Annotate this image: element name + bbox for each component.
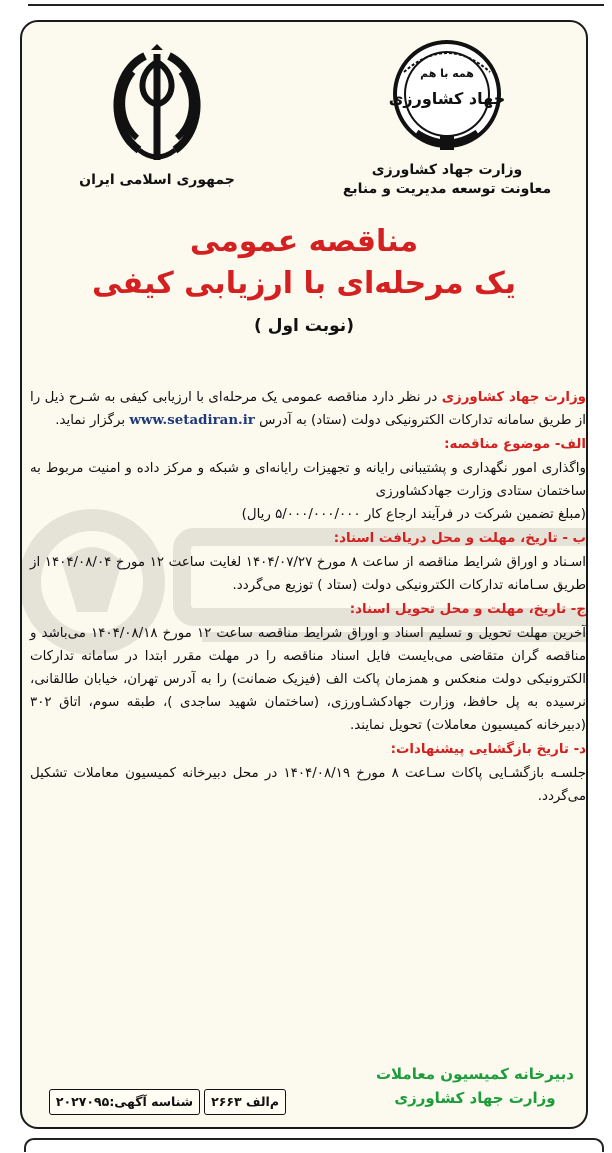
notice-body [30, 386, 586, 808]
title-line-2: یک مرحله‌ای با ارزیابی کیفی [92, 266, 516, 301]
signature-line-1: دبیرخانه کمیسیون معاملات [375, 1065, 574, 1083]
title-line-1: مناقصه عمومی [189, 224, 419, 259]
intro-paragraph [30, 386, 586, 432]
receive-heading: ب - تاریخ، مهلت و محل دریافت اسناد: [333, 531, 586, 546]
bottom-border [24, 1138, 604, 1152]
ministry-block [322, 32, 572, 199]
top-border-line [28, 4, 604, 6]
opening-heading: د- تاریخ بازگشایی پیشنهادات: [390, 742, 586, 757]
receive-text: اسـناد و اوراق شرایط مناقصه از ساعت ۸ مورخ ۱۴۰۴/۰۷/۲۷ لغایت ساعت ۱۲ مورخ ۱۴۰۴/۰۸/۰۴ از طریق سـامانه تدارکات الکترونیکی دولت (ستاد ) توزیع می‌گردد. [30, 555, 586, 593]
title-block [22, 222, 586, 336]
ad-id: شناسه آگهی:۲۰۲۷۰۹۵ [49, 1089, 200, 1115]
emblem-block [32, 42, 282, 190]
reference-boxes [49, 1089, 286, 1115]
ref-code: م‌الف ۲۶۶۳ [204, 1089, 286, 1115]
iran-emblem-icon [97, 42, 217, 167]
ministry-deputy: معاونت توسعه مدیریت و منابع [342, 181, 552, 197]
header [22, 22, 586, 227]
subject-guarantee: (مبلغ تضمین شرکت در فرآیند ارجاع کار ۵/۰۰۰/۰۰۰/۰۰۰ ریال) [241, 507, 586, 522]
ministry-logo-text: جهاد کشاورزی [388, 89, 506, 108]
subject-text: واگذاری امور نگهداری و پشتیبانی رایانه و تجهیزات رایانه‌ای و شبکه و مرکز داده و امنیت مربوط به ساختمان ستادی وزارت جهادکشاورزی [30, 461, 586, 499]
subject-heading: الف- موضوع مناقصه: [444, 437, 586, 452]
ministry-logo-icon [382, 32, 512, 157]
signature-block [376, 1062, 574, 1110]
intro-text-2: برگزار نماید. [55, 413, 130, 428]
intro-org: وزارت جهاد کشاورزی [441, 390, 586, 405]
tender-notice [20, 20, 588, 1129]
emblem-label: جمهوری اسلامی ایران [79, 172, 235, 188]
opening-text: جلسـه بازگشـایی پاکات سـاعت ۸ مورخ ۱۴۰۴/۰۸/۱۹ در محل دبیرخانه کمیسیون معاملات تشکیل می‌گردد. [30, 766, 587, 804]
deliver-text: آخرین مهلت تحویل و تسلیم اسناد و اوراق شرایط مناقصه ساعت ۱۲ مورخ ۱۴۰۴/۰۸/۱۸ می‌باشد و مناقصه گران متقاضی می‌بایست فایل اسناد مناقصه را در مهلت مقرر ابتدا در سامانه تدارکات الکترونیکی دولت منعکس و همزمان پاکت الف (فیزیک ضمانت) را به آدرس تهران، خیابان طالقانی، نرسیده به پل حافظ، وزارت جهادکشـاورزی، (ساختمان شهید ساجدی )، طبقه سوم، اتاق ۳۰۲ (دبیرخانه کمیسیون معاملات) تحویل نمایند. [30, 626, 587, 733]
website-link[interactable]: www.setadiran.ir [129, 412, 255, 428]
ministry-logo-tag: همه با هم [420, 67, 474, 80]
ministry-name: وزارت جهاد کشاورزی [371, 162, 523, 178]
deliver-heading: ج- تاریخ، مهلت و محل تحویل اسناد: [349, 602, 586, 617]
intro-text-1: در نظر دارد مناقصه عمومی یک مرحله‌ای با ارزیابی کیفی به شـرح ذیل را از طریق سامانه تدارکات الکترونیکی دولت (ستاد) به آدرس [30, 390, 586, 428]
round-label: (نوبت اول ) [254, 316, 354, 336]
signature-line-2: وزارت جهاد کشاورزی [394, 1089, 556, 1107]
